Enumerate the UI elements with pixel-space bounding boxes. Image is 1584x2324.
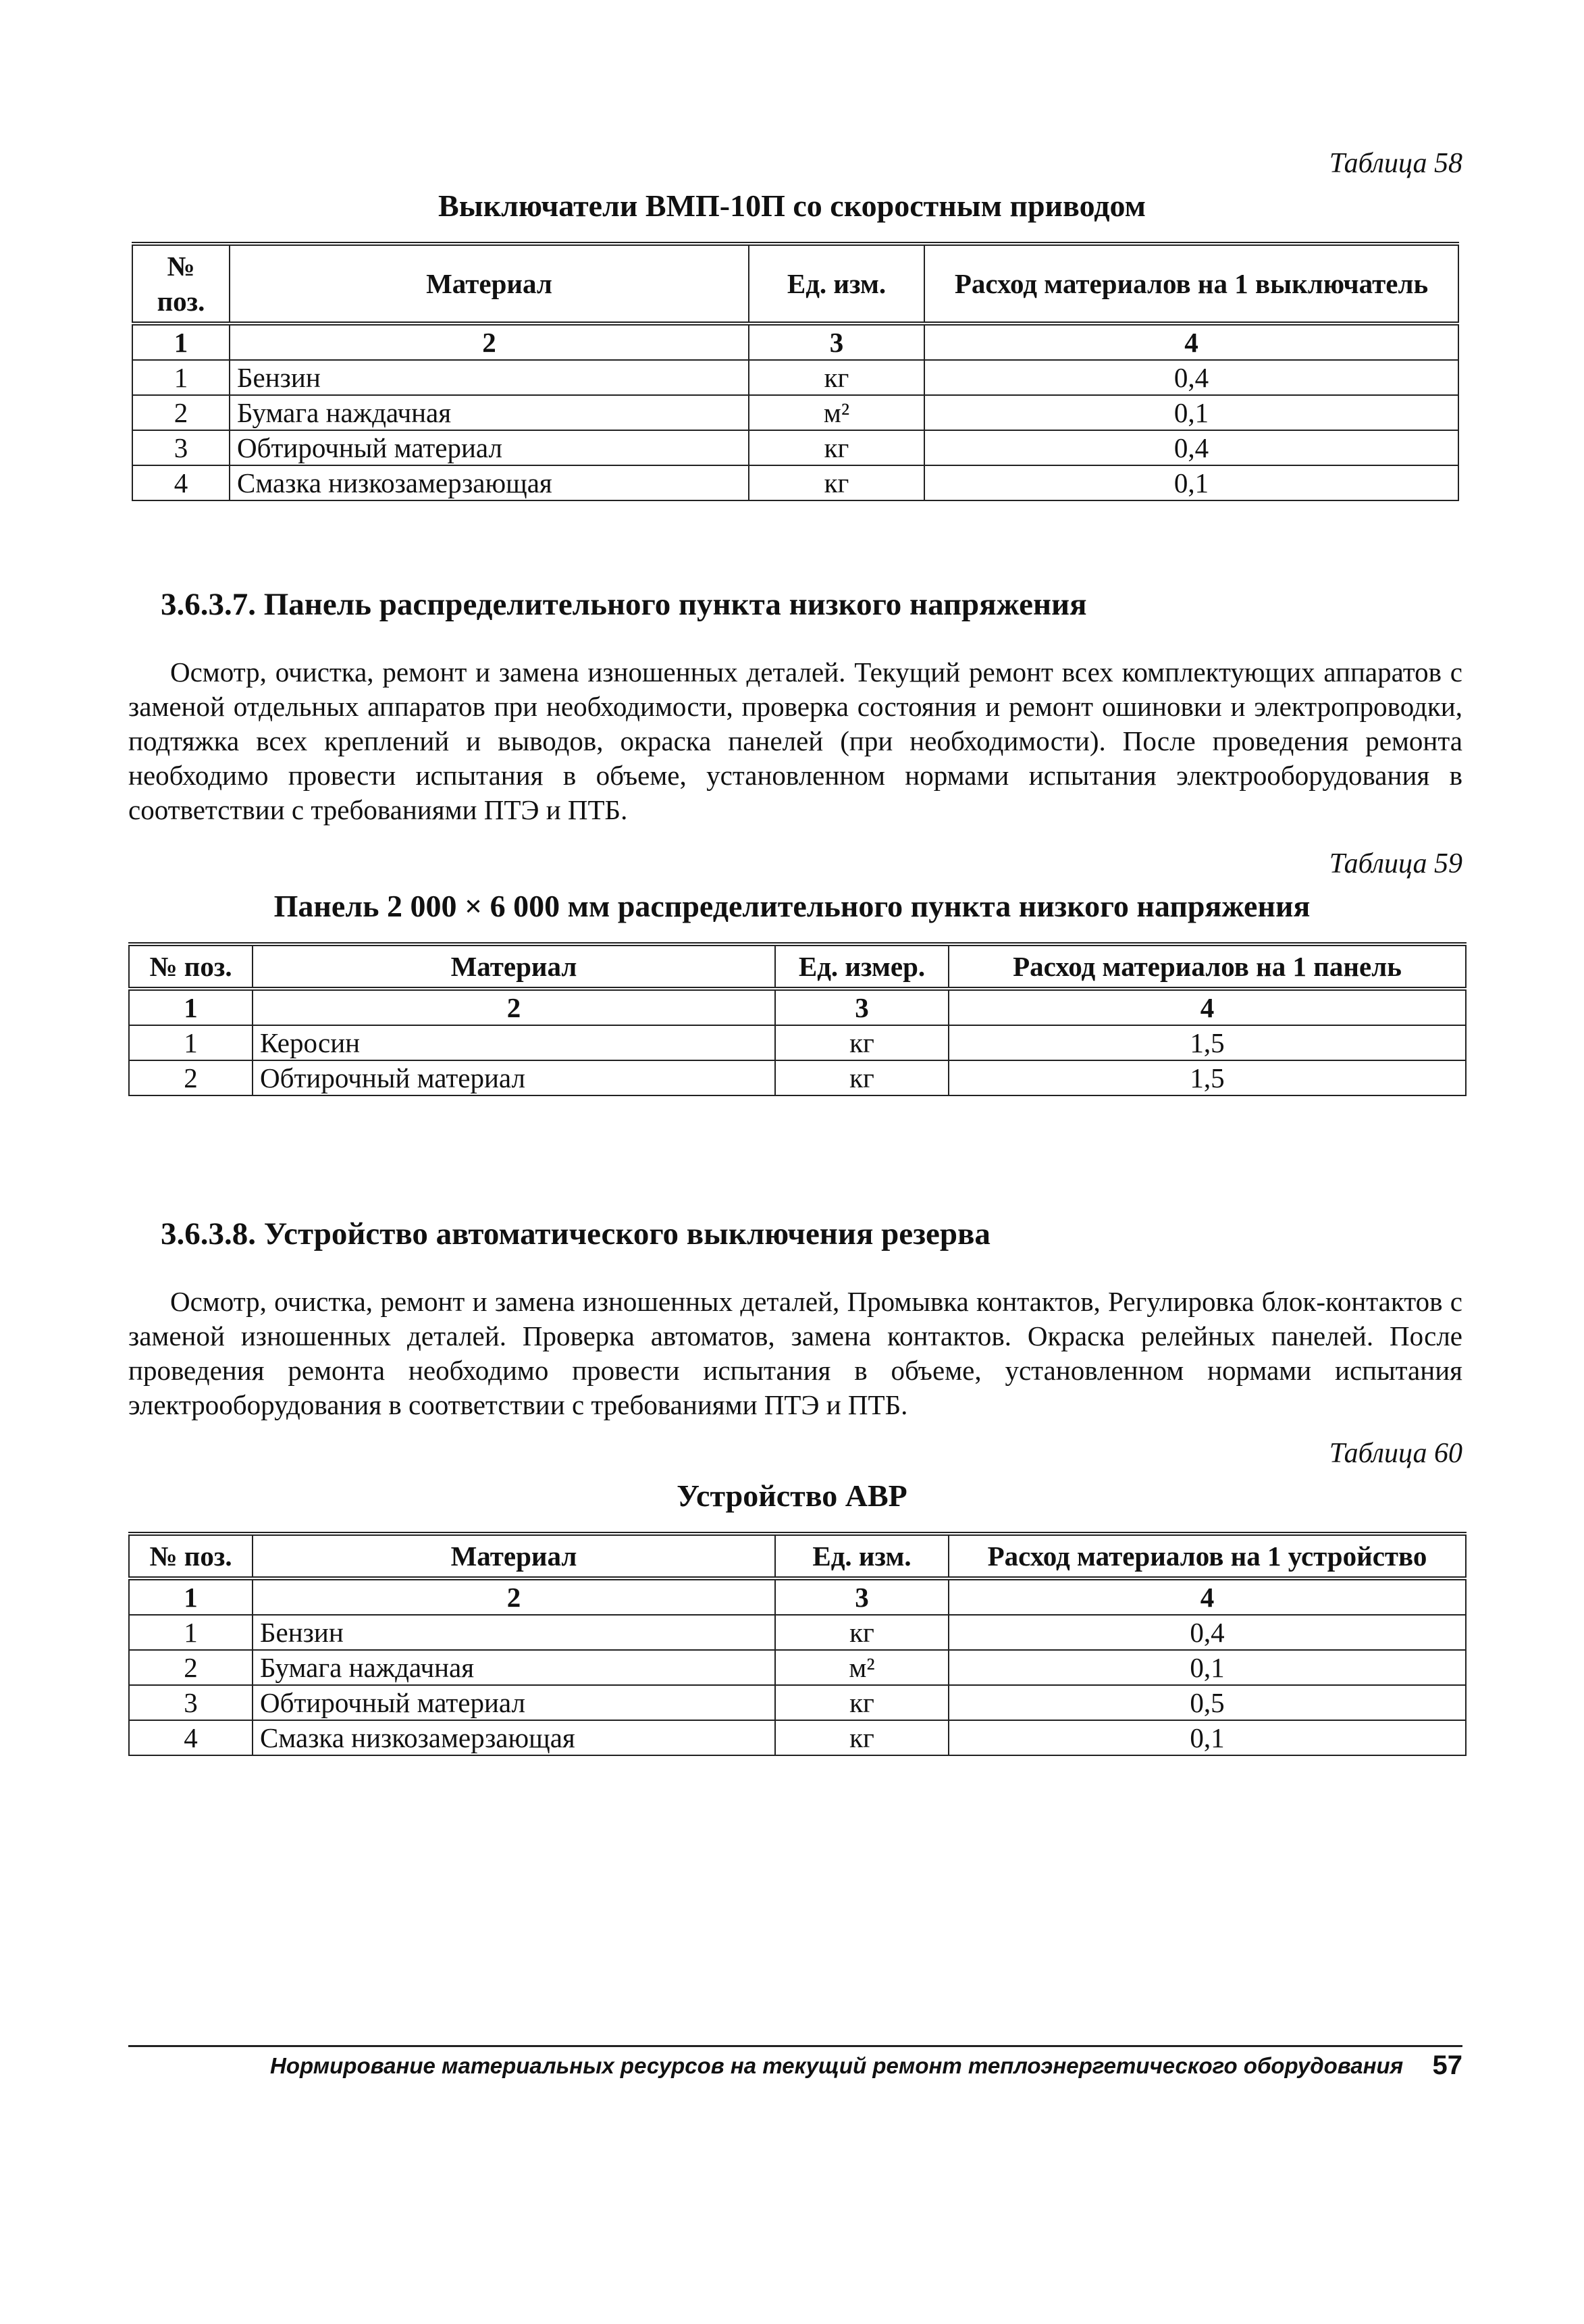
cell-unit: кг	[749, 465, 924, 500]
colnum: 3	[775, 989, 949, 1025]
header-material: Материал	[253, 944, 775, 989]
header-unit: Ед. изм.	[749, 244, 924, 324]
section-3638-text: Осмотр, очистка, ремонт и замена изношенных деталей, Промывка контактов, Регулировка блок-контактов с заменой изношенных деталей. Проверка автоматов, замена контактов. Окраска релейных панелей. После проведения ремонта необходимо провести испытания в объеме, установленном нормами испытания электрооборудования в соответствии с требованиями ПТЭ и ПТБ.	[128, 1286, 1462, 1420]
cell-material: Бензин	[253, 1615, 775, 1650]
header-pos: № поз.	[129, 944, 253, 989]
cell-pos: 4	[132, 465, 230, 500]
cell-unit: кг	[775, 1685, 949, 1720]
cell-value: 0,4	[949, 1615, 1466, 1650]
colnum: 3	[775, 1578, 949, 1615]
cell-value: 0,4	[924, 360, 1458, 395]
cell-material: Бумага наждачная	[253, 1650, 775, 1685]
table-59	[128, 942, 1467, 1096]
colnum: 1	[129, 989, 253, 1025]
cell-value: 0,5	[949, 1685, 1466, 1720]
page-number: 57	[1432, 2050, 1462, 2080]
header-consumption: Расход материалов на 1 устройство	[949, 1534, 1466, 1578]
table-60-label: Таблица 60	[1329, 1438, 1462, 1469]
column-number-row	[129, 989, 1466, 1025]
cell-material: Смазка низкозамерзающая	[253, 1720, 775, 1755]
table-row	[132, 360, 1458, 395]
table-row	[129, 1060, 1466, 1095]
table-row	[129, 1025, 1466, 1060]
cell-pos: 3	[132, 430, 230, 465]
cell-pos: 2	[132, 395, 230, 430]
colnum: 1	[132, 324, 230, 360]
cell-material: Обтирочный материал	[253, 1685, 775, 1720]
cell-value: 0,1	[949, 1720, 1466, 1755]
cell-unit: кг	[775, 1615, 949, 1650]
header-pos: № поз.	[129, 1534, 253, 1578]
column-number-row	[132, 324, 1458, 360]
colnum: 2	[253, 1578, 775, 1615]
colnum: 2	[230, 324, 749, 360]
cell-material: Керосин	[253, 1025, 775, 1060]
table-row	[129, 1615, 1466, 1650]
cell-unit: кг	[775, 1720, 949, 1755]
footer-rule	[128, 2045, 1462, 2047]
cell-value: 0,1	[949, 1650, 1466, 1685]
table-60	[128, 1532, 1467, 1756]
header-consumption: Расход материалов на 1 выключатель	[924, 244, 1458, 324]
table-58	[132, 242, 1459, 501]
section-3637-text: Осмотр, очистка, ремонт и замена изношенных деталей. Текущий ремонт всех комплектующих аппаратов с заменой отдельных аппаратов при необходимости, проверка состояния и ремонт ошиновки и электропроводки, подтяжка всех креплений и выводов, окраска панелей (при необходимости). После проведения ремонта необходимо провести испытания в объеме, установленном нормами испытания электрооборудования в соответствии с требованиями ПТЭ и ПТБ.	[128, 656, 1462, 825]
table-row	[132, 465, 1458, 500]
section-3638-heading: 3.6.3.8. Устройство автоматического выключения резерва	[161, 1216, 991, 1251]
cell-pos: 1	[129, 1025, 253, 1060]
table-58-title: Выключатели ВМП-10П со скоростным приводом	[438, 188, 1146, 223]
cell-unit: м²	[749, 395, 924, 430]
cell-material: Обтирочный материал	[253, 1060, 775, 1095]
cell-pos: 1	[132, 360, 230, 395]
table-row	[129, 1685, 1466, 1720]
cell-material: Смазка низкозамерзающая	[230, 465, 749, 500]
column-number-row	[129, 1578, 1466, 1615]
cell-pos: 4	[129, 1720, 253, 1755]
header-consumption: Расход материалов на 1 панель	[949, 944, 1466, 989]
cell-value: 0,4	[924, 430, 1458, 465]
cell-unit: кг	[775, 1025, 949, 1060]
colnum: 3	[749, 324, 924, 360]
footer-running-title: Нормирование материальных ресурсов на текущий ремонт теплоэнергетического оборудования	[270, 2053, 1404, 2078]
cell-pos: 1	[129, 1615, 253, 1650]
section-3637-heading: 3.6.3.7. Панель распределительного пункта низкого напряжения	[161, 587, 1087, 622]
table-58-label: Таблица 58	[1329, 148, 1462, 179]
table-59-title: Панель 2 000 × 6 000 мм распределительного пункта низкого напряжения	[273, 889, 1311, 923]
colnum: 4	[924, 324, 1458, 360]
table-row	[129, 1650, 1466, 1685]
header-material: Материал	[230, 244, 749, 324]
table-row	[132, 395, 1458, 430]
cell-value: 0,1	[924, 395, 1458, 430]
table-row	[129, 1720, 1466, 1755]
colnum: 1	[129, 1578, 253, 1615]
cell-unit: кг	[749, 360, 924, 395]
cell-unit: кг	[775, 1060, 949, 1095]
table-row	[132, 430, 1458, 465]
header-pos: № поз.	[132, 244, 230, 324]
header-unit: Ед. измер.	[775, 944, 949, 989]
colnum: 2	[253, 989, 775, 1025]
cell-unit: м²	[775, 1650, 949, 1685]
table-59-label: Таблица 59	[1329, 848, 1462, 879]
colnum: 4	[949, 989, 1466, 1025]
cell-pos: 2	[129, 1060, 253, 1095]
table-60-title: Устройство АВР	[677, 1478, 907, 1513]
cell-unit: кг	[749, 430, 924, 465]
colnum: 4	[949, 1578, 1466, 1615]
cell-value: 0,1	[924, 465, 1458, 500]
cell-value: 1,5	[949, 1025, 1466, 1060]
cell-material: Бумага наждачная	[230, 395, 749, 430]
cell-pos: 3	[129, 1685, 253, 1720]
cell-value: 1,5	[949, 1060, 1466, 1095]
header-unit: Ед. изм.	[775, 1534, 949, 1578]
header-material: Материал	[253, 1534, 775, 1578]
cell-material: Обтирочный материал	[230, 430, 749, 465]
cell-material: Бензин	[230, 360, 749, 395]
cell-pos: 2	[129, 1650, 253, 1685]
